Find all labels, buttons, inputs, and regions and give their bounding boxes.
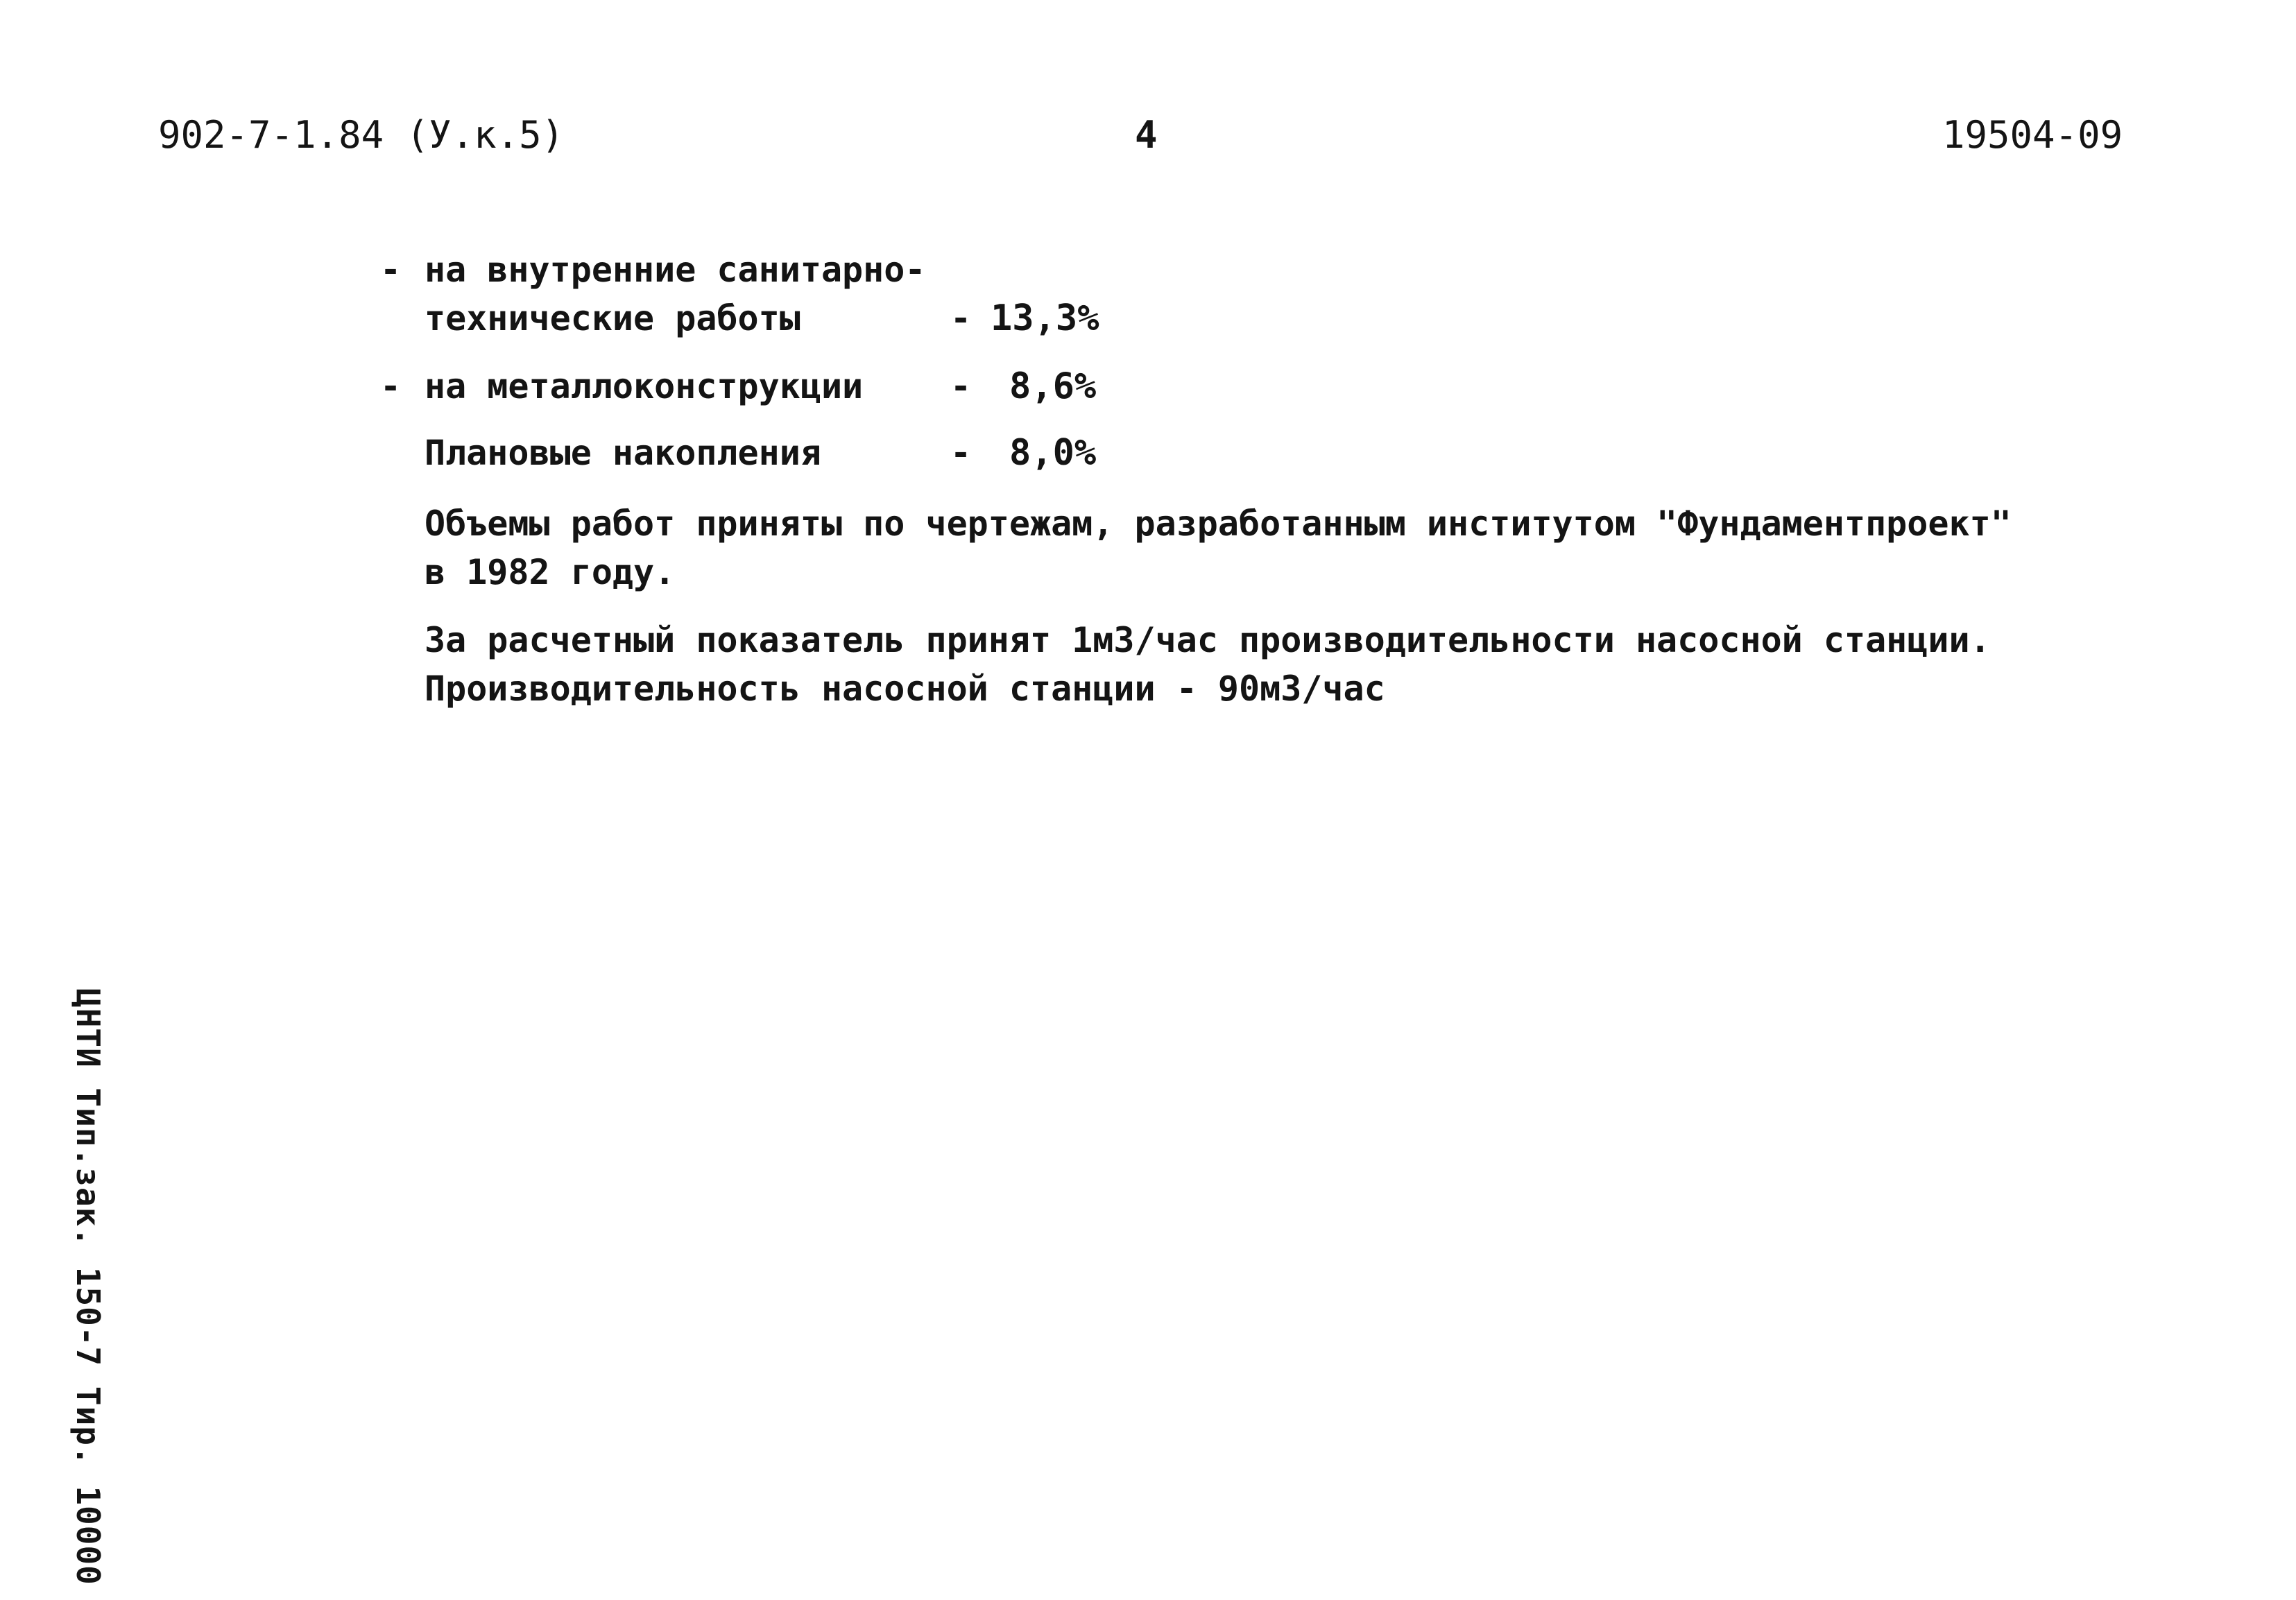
item-dash: -	[950, 433, 972, 473]
item-value: 8,6%	[1009, 365, 1097, 407]
page-number: 4	[1135, 113, 1158, 157]
item-value: 8,0%	[1009, 432, 1097, 474]
item-dash: -	[950, 366, 972, 406]
indicator-text-line2: Производительность насосной станции - 90м3/час	[425, 669, 1385, 709]
item-label-line1: на металлоконструкции	[425, 366, 864, 406]
item-dash: -	[950, 298, 972, 338]
printing-stamp: ЦНТИ Тип.зак. 150-7 Тир. 10000	[69, 988, 107, 1585]
item-bullet: -	[380, 366, 402, 406]
item-bullet: -	[380, 250, 402, 290]
volumes-text-line1: Объемы работ приняты по чертежам, разработанным институтом "Фундаментпроект"	[425, 504, 2012, 544]
document-number: 19504-09	[1942, 113, 2123, 157]
item-value: 13,3%	[991, 298, 1099, 339]
indicator-text-line1: За расчетный показатель принят 1м3/час производительности насосной станции.	[425, 620, 1991, 660]
document-code: 902-7-1.84 (У.к.5)	[158, 113, 565, 157]
volumes-text-line2: в 1982 году.	[425, 552, 676, 592]
item-label-line1: Плановые накопления	[425, 433, 821, 473]
item-label-line2: технические работы	[425, 298, 800, 338]
item-label-line1: на внутренние санитарно-	[425, 250, 926, 290]
